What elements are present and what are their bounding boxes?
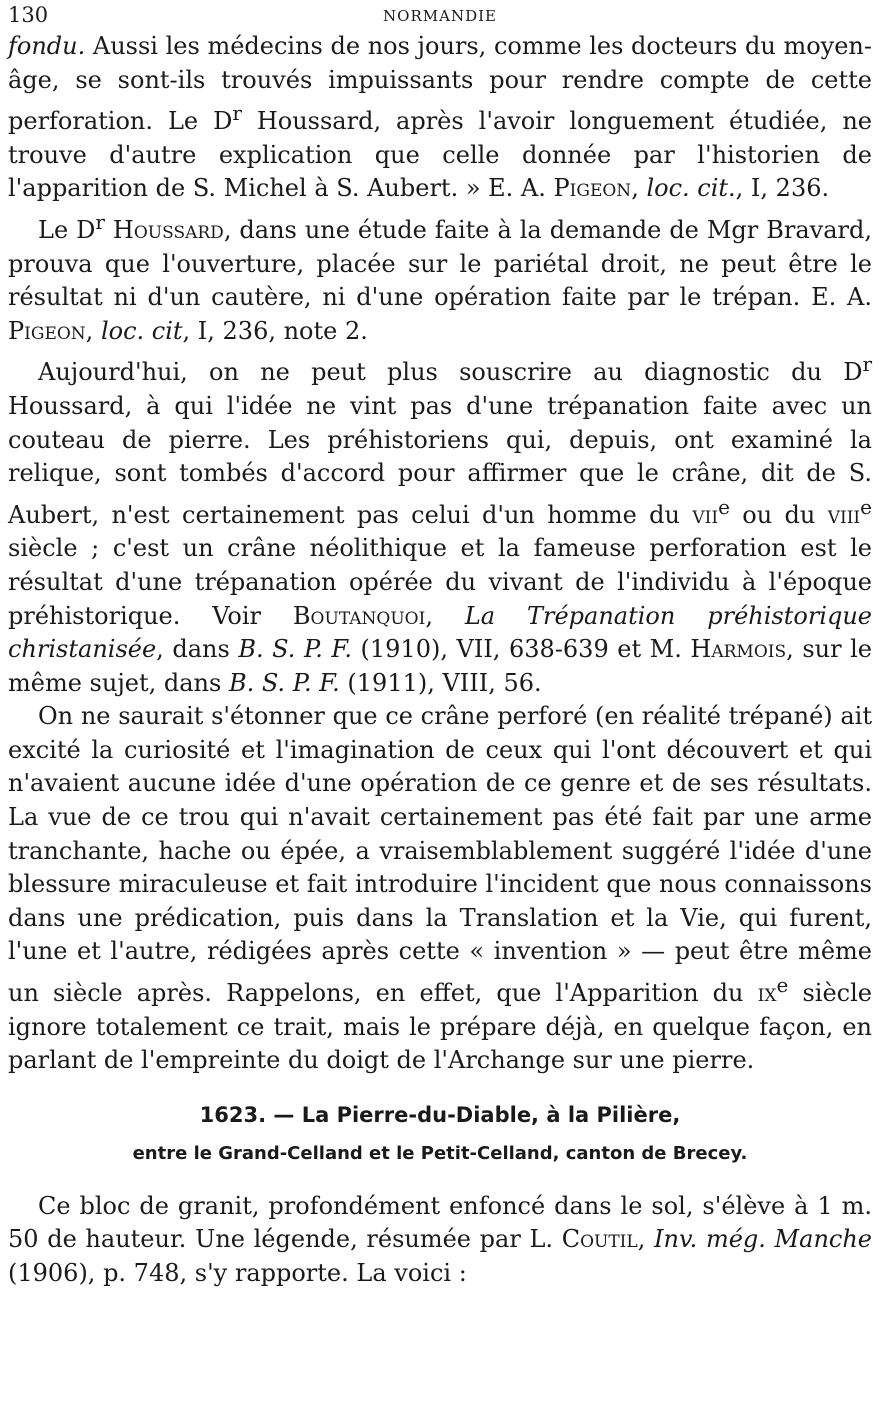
citation-abbrev: loc. cit bbox=[100, 316, 183, 345]
text-run: ou du bbox=[729, 500, 828, 529]
text-run: siècle ignore totalement ce trait, mais le prépare déjà, en quelque façon, en parlant de l'empreinte du doigt de l'Archange sur une pierre. bbox=[8, 979, 872, 1075]
paragraph-houssard bbox=[8, 206, 872, 348]
text-run: Houssard, après l'avoir longuement étudiée, ne trouve d'autre explication que celle donnée par l'historien de l'apparition de S. Michel à S. Aubert. » E. A. bbox=[8, 107, 872, 203]
text-run: , dans une étude faite à la demande de Mgr Bravard, prouva que l'ouverture, placée sur le pariétal droit, ne peut être le résultat ni d'un cautère, ni d'une opération faite par le trépan. E. A. bbox=[8, 215, 872, 312]
text-run: , sur le même sujet, dans bbox=[8, 635, 873, 697]
continuation-paragraph bbox=[8, 30, 872, 206]
text-run: , dans bbox=[156, 635, 239, 664]
text-run: Le D bbox=[38, 215, 96, 244]
text-run bbox=[105, 216, 113, 244]
author-name: Coutil bbox=[561, 1225, 638, 1254]
text-run: Aussi les médecins de nos jours, comme les docteurs du moyen-âge, se sont-ils trouvés impuissants pour rendre compte de cette perforation. Le D bbox=[8, 32, 872, 136]
text-run: , I, 236. bbox=[735, 174, 830, 203]
text-run: , I, 236, note 2. bbox=[182, 316, 368, 345]
author-name: Pigeon bbox=[553, 174, 632, 203]
text-run: Ce bloc de granit, profondément enfoncé dans le sol, s'élève à 1 m. 50 de hauteur. Une légende, résumée par L. bbox=[8, 1191, 872, 1254]
century-numeral: ix bbox=[757, 979, 777, 1008]
superscript: e bbox=[776, 973, 789, 998]
text-run: (1910), VII, 638-639 et M. bbox=[351, 635, 691, 664]
paragraph-aujourdhui bbox=[8, 348, 872, 700]
text-run: siècle ; c'est un crâne néolithique et la fameuse perforation est le résultat d'une trépanation opérée du vivant de l'individu à l'époque préhistorique. Voir bbox=[8, 534, 872, 630]
paragraph-etonner bbox=[8, 700, 872, 1078]
page-number: 130 bbox=[8, 3, 49, 27]
work-title: Inv. még. Manche bbox=[654, 1225, 872, 1254]
text-run: Houssard, à qui l'idée ne vint pas d'une trépanation faite avec un couteau de pierre. Les préhistoriens qui, depuis, ont examiné la relique, sont tombés d'accord pour affirmer que le crâne, dit de S. Aubert, n'est certainement pas celui d'un homme du bbox=[8, 391, 872, 529]
superscript: e bbox=[860, 494, 872, 519]
journal-abbrev: B. S. P. F. bbox=[238, 635, 352, 664]
author-name: Harmois bbox=[690, 635, 787, 664]
author-name: Boutanquoi bbox=[292, 601, 426, 630]
text-run: , bbox=[637, 1225, 654, 1254]
text-run: On ne saurait s'étonner que ce crâne perforé (en réalité trépané) ait excité la curiosité et l'imagination de ceux qui l'ont découvert et qui n'avaient aucune idée d'une opération de ce genre et de ses résultats. La vue de ce trou qui n'avait certainement pas été fait par une arme tranchante, hache ou épée, a vraisemblablement suggéré l'idée d'une blessure miraculeuse et fait introduire l'incident que nous connaissons dans une prédication, puis dans la Translation et la Vie, qui furent, l'une et l'autre, rédigées après cette « invention » — peut être même un siècle après. Rappelons, en effet, que l'Apparition du bbox=[8, 702, 872, 1008]
superscript: r bbox=[232, 101, 242, 126]
journal-abbrev: B. S. P. F. bbox=[228, 668, 340, 697]
superscript: r bbox=[862, 352, 872, 377]
text-run: Aujourd'hui, on ne peut plus souscrire au diagnostic du D bbox=[38, 358, 863, 387]
author-name: Pigeon bbox=[8, 316, 86, 345]
entry-body bbox=[8, 1190, 872, 1291]
text-run: , bbox=[85, 316, 101, 345]
running-title: NORMANDIE bbox=[383, 7, 497, 25]
italic-word: fondu. bbox=[8, 32, 86, 60]
body-text bbox=[8, 30, 872, 1078]
superscript: e bbox=[718, 494, 730, 519]
entry-heading bbox=[8, 1100, 872, 1168]
work-title: La Trépanation préhistorique christanisée bbox=[8, 601, 872, 664]
text-run: , bbox=[425, 601, 465, 630]
superscript: r bbox=[95, 209, 105, 234]
text-run: (1911), VIII, 56. bbox=[339, 668, 542, 697]
running-head bbox=[8, 0, 872, 30]
century-numeral: viii bbox=[827, 500, 861, 529]
citation-abbrev: loc. cit. bbox=[646, 174, 736, 203]
author-name: Houssard bbox=[112, 215, 224, 244]
text-run: , bbox=[631, 174, 647, 203]
entry-title: 1623. — La Pierre-du-Diable, à la Pilière, bbox=[199, 1102, 681, 1127]
paragraph-bloc-granit bbox=[8, 1190, 872, 1291]
text-run: (1906), p. 748, s'y rapporte. La voici : bbox=[8, 1259, 467, 1287]
century-numeral: vii bbox=[692, 500, 719, 529]
entry-subtitle: entre le Grand-Celland et le Petit-Celland, canton de Brecey. bbox=[132, 1142, 748, 1164]
